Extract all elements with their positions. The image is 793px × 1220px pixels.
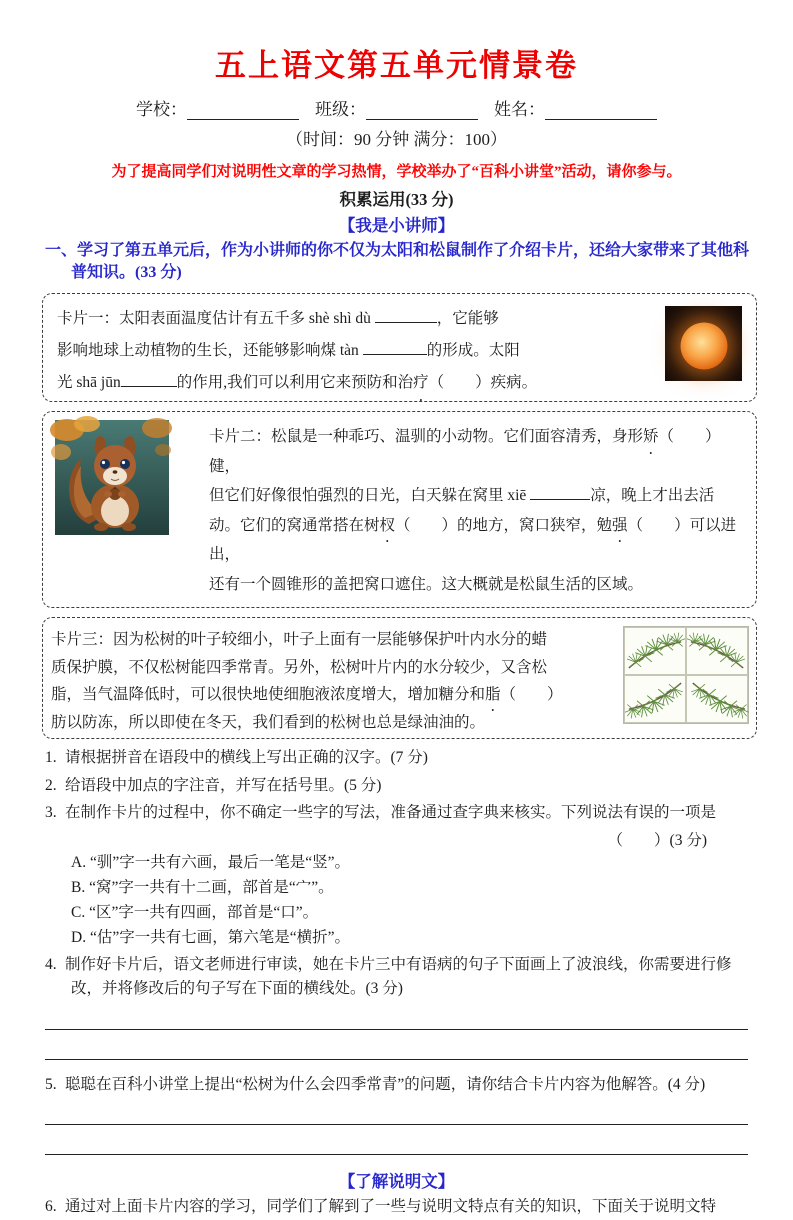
question-6-text: 通过对上面卡片内容的学习，同学们了解到了一些与说明文特点有关的知识，下面关于说明文特 (65, 1198, 717, 1215)
time-score-line: （时间：90 分钟 满分：100） (286, 130, 507, 149)
student-info-line (0, 95, 793, 120)
pine-photo (686, 627, 748, 675)
name-field-label: 姓名： (494, 100, 545, 119)
school-field-label: 学校： (136, 100, 187, 119)
card-two-line: 动。它们的窝通常搭在树杈（ ）的地方，窝口狭窄，勉强（ ）可以进出， (209, 516, 737, 563)
question-5 (45, 1073, 749, 1098)
class-field-label: 班级： (315, 100, 366, 119)
section-tag-expository: 【了解说明文】 (338, 1172, 455, 1191)
answer-line (45, 1154, 748, 1155)
card-one-line: 光 shā jūn 的作用,我们可以利用它来预防和治疗（ ）疾病。 (57, 367, 635, 399)
school-field (136, 95, 299, 120)
section-title-accumulate: 积累运用(33 分) (339, 190, 454, 209)
pine-photo (686, 675, 748, 723)
card-two-line: 但它们好像很怕强烈的日光，白天躲在窝里 xiē 凉，晚上才出去活 (209, 481, 744, 511)
card-three-line: 卡片三：因为松树的叶子较细小，叶子上面有一层能够保护叶内水分的蜡 (51, 631, 548, 648)
section-tag-speaker: 【我是小讲师】 (338, 216, 455, 235)
answer-line (45, 1059, 748, 1060)
name-field-blank (545, 101, 657, 120)
card-three-line: 质保护膜，不仅松树能四季常青。另外，松树叶片内的水分较少，又含松 (51, 658, 548, 676)
pine-photo (624, 675, 686, 723)
card-one-line: 影响地球上动植物的生长，还能够影响煤 tàn 的形成。太阳 (57, 335, 635, 367)
card-two-text (209, 422, 744, 599)
page-title: 五上语文第五单元情景卷 (215, 48, 578, 83)
question-2 (45, 774, 749, 799)
card-one-text (57, 303, 635, 399)
card-one-line: 卡片一：太阳表面温度估计有五千多 shè shì dù ，它能够 (57, 303, 635, 335)
card-three-text (51, 626, 633, 736)
question-4-number: 4. (45, 955, 57, 973)
question-5-number: 5. (45, 1075, 57, 1093)
card-two-line: 还有一个圆锥形的盖把窝口遮住。这大概就是松鼠生活的区域。 (209, 575, 644, 593)
question-1-text: 请根据拼音在语段中的横线上写出正确的汉字。(7 分) (65, 749, 428, 766)
question-3-answer-slot: （ ）(3 分) (607, 831, 707, 849)
sun-photo (665, 306, 742, 381)
pine-photo (624, 627, 686, 675)
question-1-number: 1. (45, 749, 57, 766)
question-3-option-a: A. “驯”字一共有六画，最后一笔是“竖”。 (71, 853, 350, 871)
pine-photos-grid (623, 626, 749, 724)
question-5-text: 聪聪在百科小讲堂上提出“松树为什么会四季常青”的问题，请你结合卡片内容为他解答。(4 分) (65, 1075, 706, 1093)
name-field (494, 95, 657, 120)
question-one-intro: 一、学习了第五单元后，作为小讲师的你不仅为太阳和松鼠制作了介绍卡片，还给大家带来了其他科普知识。(33 分) (45, 242, 750, 281)
answer-line (45, 1029, 748, 1030)
card-two-squirrel (42, 411, 757, 608)
squirrel-photo (55, 420, 169, 535)
sun-sphere (680, 322, 727, 369)
card-one-sun (42, 293, 757, 402)
activity-notice: 为了提高同学们对说明性文章的学习热情，学校举办了“百科小讲堂”活动，请你参与。 (111, 164, 682, 180)
card-three-line: 脂，当气温降低时，可以很快地使细胞液浓度增大，增加糖分和脂（ ） (51, 686, 563, 703)
question-3-option-c: C. “区”字一共有四画，部首是“口”。 (71, 903, 319, 921)
question-3-number: 3. (45, 804, 57, 821)
question-4 (45, 953, 749, 1002)
question-6-number: 6. (45, 1198, 57, 1215)
question-3-option-b: B. “窝”字一共有十二画，部首是“宀”。 (71, 878, 334, 896)
class-field (315, 95, 478, 120)
question-3-option-d: D. “估”字一共有七画，第六笔是“横折”。 (71, 928, 350, 946)
question-2-text: 给语段中加点的字注音，并写在括号里。(5 分) (65, 776, 382, 794)
question-3-text: 在制作卡片的过程中，你不确定一些字的写法，准备通过查字典来核实。下列说法有误的一项是 (65, 804, 717, 821)
school-field-blank (187, 101, 299, 120)
question-2-number: 2. (45, 776, 57, 794)
question-1 (45, 746, 749, 771)
question-6 (45, 1195, 749, 1220)
card-three-line: 肪以防冻，所以即使在冬天，我们看到的松树也总是绿油油的。 (51, 713, 486, 731)
question-4-text: 制作好卡片后，语文老师进行审读，她在卡片三中有语病的句子下面画上了波浪线，你需要进行修改，并将修改后的句子写在下面的横线处。(3 分) (65, 955, 732, 997)
answer-line (45, 1124, 748, 1125)
card-two-line: 卡片二：松鼠是一种乖巧、温驯的小动物。它们面容清秀，身形矫（ ）健， (209, 428, 721, 475)
exam-paper-page (0, 40, 793, 1215)
card-three-pine (42, 617, 757, 739)
question-3 (45, 801, 749, 826)
class-field-blank (366, 101, 478, 120)
